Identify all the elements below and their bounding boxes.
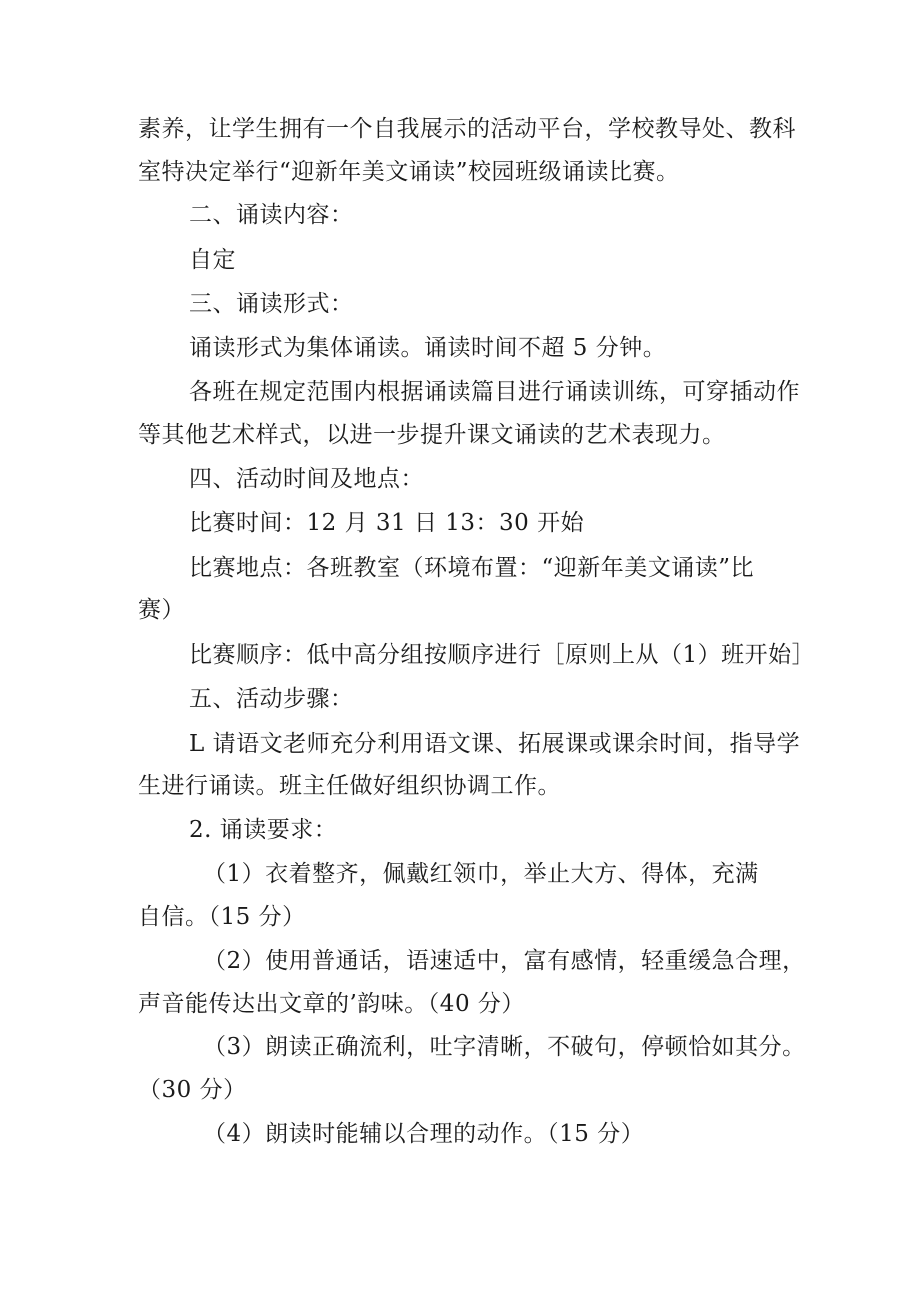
requirement-1-line: 自信。（15 分）	[138, 904, 306, 930]
step-2-heading: 2. 诵读要求：	[189, 817, 338, 843]
contest-place-line: 赛）	[138, 597, 185, 623]
section-heading-form: 三、诵读形式：	[189, 291, 354, 317]
step-1-line: L 请语文老师充分利用语文课、拓展课或课余时间，指导学	[189, 731, 801, 757]
section-heading-time-place: 四、活动时间及地点：	[189, 466, 424, 492]
contest-order: 比赛顺序：低中高分组按顺序进行［原则上从（1）班开始］	[189, 642, 816, 668]
requirement-2-line: 声音能传达出文章的’韵味。（40 分）	[138, 991, 525, 1017]
contest-place-line: 比赛地点：各班教室（环境布置：“迎新年美文诵读”比	[189, 555, 755, 581]
contest-time: 比赛时间：12 月 31 日 13：30 开始	[189, 510, 585, 536]
requirement-2-line: （2）使用普通话，语速适中，富有感情，轻重缓急合理，	[203, 948, 806, 974]
training-paragraph-line: 等其他艺术样式，以进一步提升课文诵读的艺术表现力。	[138, 422, 726, 448]
requirement-3-line: （30 分）	[138, 1077, 247, 1103]
content-text: 自定	[189, 247, 236, 273]
requirement-4-line: （4）朗读时能辅以合理的动作。（15 分）	[203, 1121, 645, 1147]
step-1-line: 生进行诵读。班主任做好组织协调工作。	[138, 773, 561, 799]
section-heading-content: 二、诵读内容：	[189, 202, 354, 228]
requirement-1-line: （1）衣着整齐，佩戴红领巾，举止大方、得体，充满	[203, 861, 759, 887]
section-heading-steps: 五、活动步骤：	[189, 686, 354, 712]
training-paragraph-line: 各班在规定范围内根据诵读篇目进行诵读训练，可穿插动作	[189, 379, 800, 405]
form-text: 诵读形式为集体诵读。诵读时间不超 5 分钟。	[189, 335, 667, 361]
intro-paragraph-line: 室特决定举行“迎新年美文诵读”校园班级诵读比赛。	[138, 159, 680, 185]
requirement-3-line: （3）朗读正确流利，吐字清晰，不破句，停顿恰如其分。	[203, 1034, 806, 1060]
intro-paragraph-line: 素养，让学生拥有一个自我展示的活动平台，学校教导处、教科	[138, 116, 796, 142]
